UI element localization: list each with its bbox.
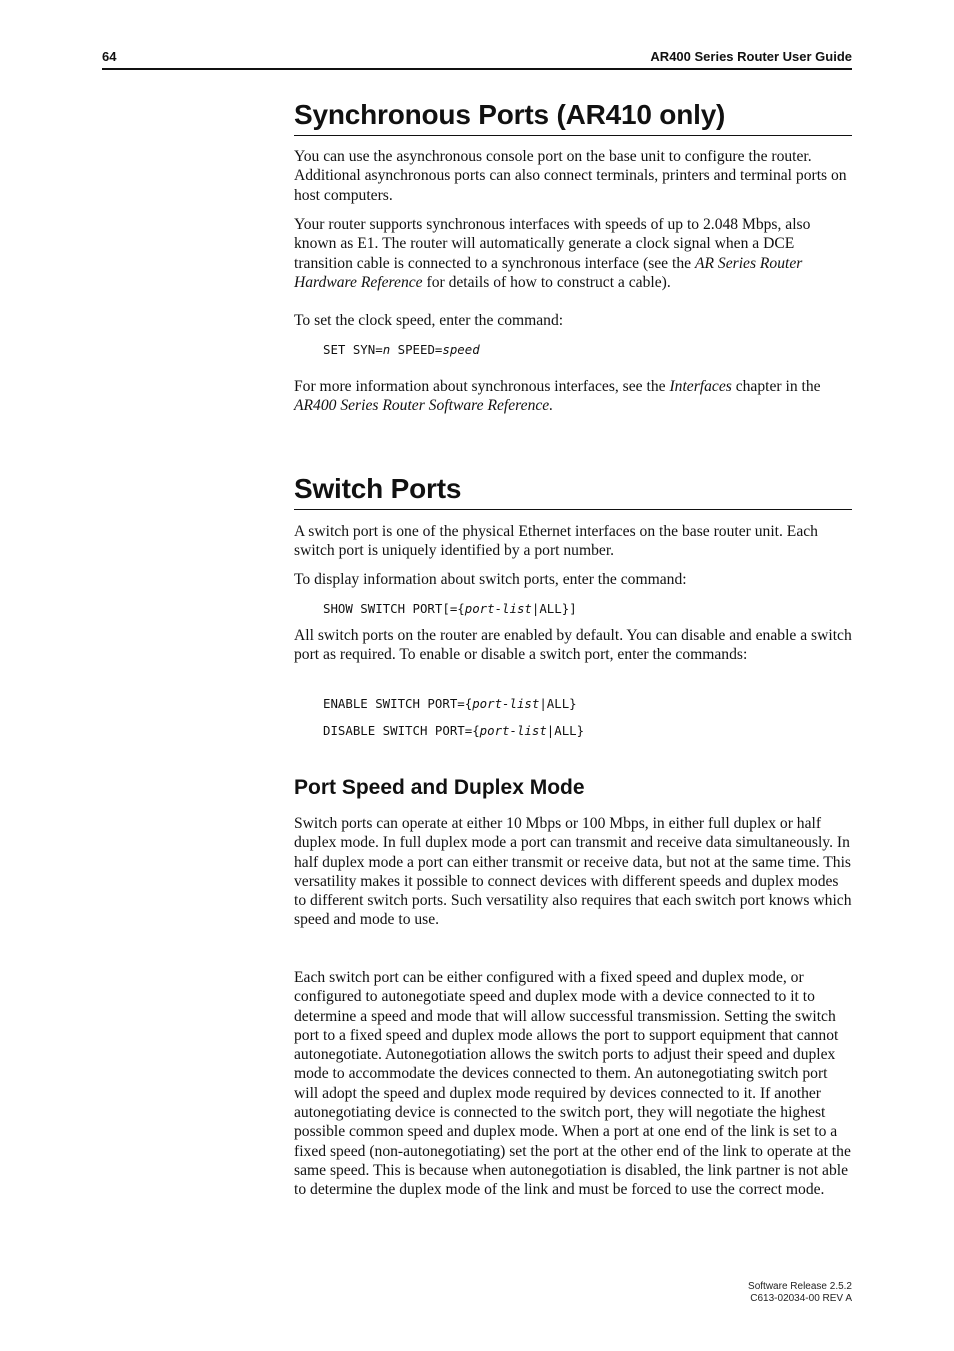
- paragraph: Switch ports can operate at either 10 Mbps or 100 Mbps, in either full duplex or half duplex mode. In full duplex mode a port can transmit and receive data simultaneously. In half duplex mode a port can either transmit or receive data, but not at the same time. This versatility makes it possible to connect devices with different speeds and duplex modes to different switch ports. Such versatility also requires that each switch port knows which speed and mode to use.: [294, 815, 852, 929]
- command-set-syn: SET SYN=n SPEED=speed: [323, 342, 480, 357]
- reference-title: Interfaces: [669, 378, 732, 395]
- section-heading-synchronous-ports: Synchronous Ports (AR410 only): [294, 98, 852, 136]
- document-number: C613-02034-00 REV A: [750, 1293, 852, 1304]
- paragraph: A switch port is one of the physical Ethernet interfaces on the base router unit. Each switch port is uniquely identified by a port number.: [294, 523, 818, 560]
- page-footer: [748, 1281, 852, 1305]
- command-show-switch-port: SHOW SWITCH PORT[={port-list|ALL}]: [323, 601, 577, 616]
- reference-title: AR Series Router Hardware Reference: [294, 254, 803, 291]
- paragraph: Each switch port can be either configured with a fixed speed and duplex mode, or configured to autonegotiate speed and duplex mode with a device connected to it to determine a speed and mode that will allow successful transmission. Setting the switch port to a fixed speed and duplex mode allows the port to support equipment that cannot autonegotiate. Autonegotiation allows the switch ports to adjust their speed and duplex mode to accommodate the devices connected to them. An autonegotiating switch port will adopt the speed and duplex mode required by devices connected to it. If another autonegotiating device is connected to the switch port, they will negotiate the highest possible common speed and duplex mode. When a port at one end of the link is set to a fixed speed (non-autonegotiating) set the port at the other end of the link to operate at the same speed. This is because when autonegotiation is disabled, the link partner is not able to determine the duplex mode of the link and must be forced to use the correct mode.: [294, 969, 851, 1199]
- paragraph: All switch ports on the router are enabled by default. You can disable and enable a switch port as required. To enable or disable a switch port, enter the commands:: [294, 627, 852, 664]
- page-number: 64: [102, 49, 117, 64]
- software-release: Software Release 2.5.2: [748, 1281, 852, 1292]
- running-header: [102, 48, 852, 70]
- paragraph: Your router supports synchronous interfaces with speeds of up to 2.048 Mbps, also known as E1. The router will automatically generate a clock signal when a DCE transition cable is connected to a synchronous interface (see the AR Series Router Hardware Reference for details of how to construct a cable).: [294, 216, 811, 291]
- reference-title: AR400 Series Router Software Reference.: [294, 397, 554, 415]
- subsection-heading-port-speed: Port Speed and Duplex Mode: [294, 776, 585, 799]
- command-disable-switch-port: DISABLE SWITCH PORT={port-list|ALL}: [323, 723, 585, 738]
- command-enable-switch-port: ENABLE SWITCH PORT={port-list|ALL}: [323, 696, 577, 711]
- paragraph: To set the clock speed, enter the command:: [294, 312, 564, 329]
- paragraph: For more information about synchronous interfaces, see the Interfaces chapter in the AR400 Series Router Software Reference.: [294, 378, 821, 415]
- running-header-title: AR400 Series Router User Guide: [650, 49, 852, 64]
- paragraph: You can use the asynchronous console port on the base unit to configure the router. Additional asynchronous ports can also connect terminals, printers and terminal ports on host computers.: [294, 148, 847, 204]
- section-heading-switch-ports: Switch Ports: [294, 472, 852, 510]
- paragraph: To display information about switch ports, enter the command:: [294, 571, 687, 588]
